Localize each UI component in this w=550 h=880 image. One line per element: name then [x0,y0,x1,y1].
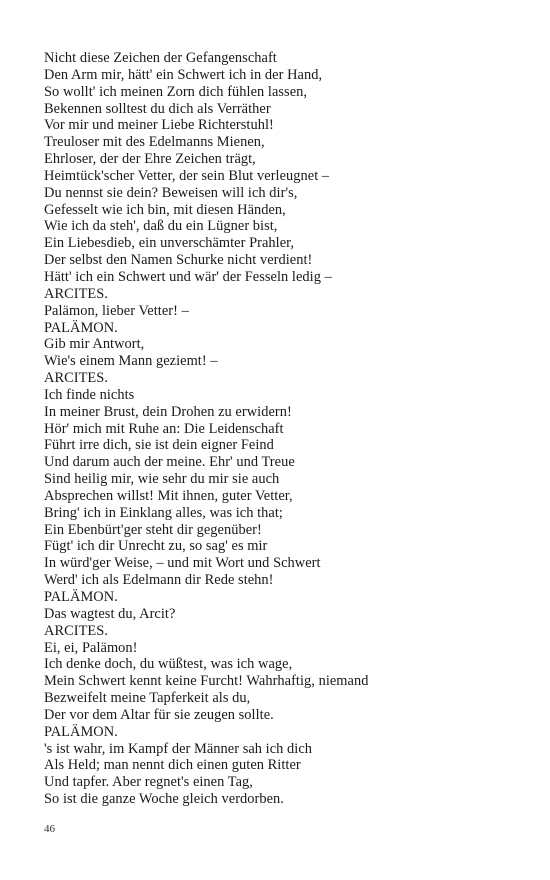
verse-line: Fügt' ich dir Unrecht zu, so sag' es mir [44,538,268,555]
verse-line: Als Held; man nennt dich einen guten Ritter [44,757,301,774]
verse-line: Und tapfer. Aber regnet's einen Tag, [44,774,253,791]
verse-line: Den Arm mir, hätt' ein Schwert ich in der Hand, [44,66,323,83]
verse-line: Ehrloser, der der Ehre Zeichen trägt, [44,151,256,168]
verse-line: Ei, ei, Palämon! [44,639,138,656]
speaker-name: ARCITES. [44,622,108,639]
verse-line: Vor mir und meiner Liebe Richterstuhl! [44,117,274,134]
verse-line: 's ist wahr, im Kampf der Männer sah ich dich [44,740,313,757]
verse-line: Das wagtest du, Arcit? [44,605,176,622]
verse-line: Mein Schwert kennt keine Furcht! Wahrhaftig, niemand [44,673,369,690]
verse-line: So wollt' ich meinen Zorn dich fühlen lassen, [44,83,308,100]
verse-line: Wie ich da steh', daß du ein Lügner bist, [44,218,278,235]
verse-line: Ich denke doch, du wüßtest, was ich wage, [44,656,293,673]
verse-line: Ein Liebesdieb, ein unverschämter Prahler, [44,235,295,252]
verse-line: So ist die ganze Woche gleich verdorben. [44,791,284,808]
verse-line: Der selbst den Namen Schurke nicht verdient! [44,252,313,269]
verse-line: Gefesselt wie ich bin, mit diesen Händen, [44,201,286,218]
verse-line: Der vor dem Altar für sie zeugen sollte. [44,706,274,723]
verse-line: Gib mir Antwort, [44,336,145,353]
speaker-name: PALÄMON. [44,589,118,605]
verse-line: Sind heilig mir, wie sehr du mir sie auch [44,471,280,488]
speaker-name: ARCITES. [44,285,108,302]
verse-line: Hör' mich mit Ruhe an: Die Leidenschaft [44,420,284,437]
verse-line: Absprechen willst! Mit ihnen, guter Vetter, [44,487,293,504]
verse-line: Treuloser mit des Edelmanns Mienen, [44,134,265,151]
verse-line: Führt irre dich, sie ist dein eigner Feind [44,437,274,454]
verse-line: Nicht diese Zeichen der Gefangenschaft [44,50,277,66]
verse-line: Bezweifelt meine Tapferkeit als du, [44,690,251,707]
verse-line: Heimtück'scher Vetter, der sein Blut verleugnet – [44,167,330,184]
verse-line: Und darum auch der meine. Ehr' und Treue [44,454,295,471]
verse-line: Bekennen solltest du dich als Verräther [44,100,271,117]
verse-line: Werd' ich als Edelmann dir Rede stehn! [44,572,274,589]
verse-line: Ich finde nichts [44,386,135,403]
verse-line: Wie's einem Mann geziemt! – [44,353,218,370]
speaker-name: ARCITES. [44,370,108,387]
verse-line: Hätt' ich ein Schwert und wär' der Fesseln ledig – [44,268,332,285]
speaker-name: PALÄMON. [44,319,118,336]
verse-line: Du nennst sie dein? Beweisen will ich dir's, [44,184,298,201]
verse-line: Bring' ich in Einklang alles, was ich that; [44,504,283,521]
speaker-name: PALÄMON. [44,723,118,740]
verse-line: Palämon, lieber Vetter! – [44,302,189,319]
verse-line: Ein Ebenbürt'ger steht dir gegenüber! [44,521,262,538]
verse-line: In meiner Brust, dein Drohen zu erwidern! [44,403,292,420]
verse-line: In würd'ger Weise, – und mit Wort und Schwert [44,555,321,572]
page-number: 46 [44,823,55,835]
verse-text-block [44,50,514,808]
